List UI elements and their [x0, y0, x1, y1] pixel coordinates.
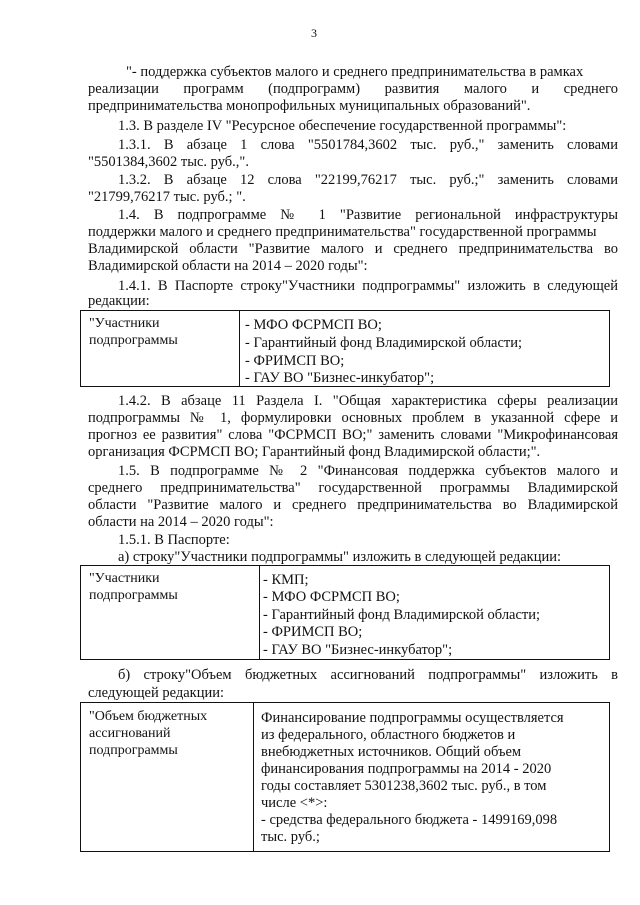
table-cell: подпрограммы [89, 333, 178, 348]
text-line: организация ФСРМСП ВО; Гарантийный фонд Владимирской области;". [88, 444, 541, 460]
text-line: реализации программ (подпрограмм) развития малого и среднего [88, 81, 618, 97]
table-cell: годы составляет 5301238,3602 тыс. руб., в том [261, 778, 547, 794]
table-cell: - ГАУ ВО "Бизнес-инкубатор"; [245, 370, 435, 386]
table-cell: ассигнований [89, 726, 171, 741]
text-line: б) строку"Объем бюджетных ассигнований подпрограммы" изложить в [118, 667, 618, 683]
table-cell: внебюджетных источников. Общий объем [261, 744, 522, 760]
table-cell: "Участники [89, 316, 160, 331]
table-cell: Финансирование подпрограммы осуществляется [261, 710, 564, 726]
table-cell: "Объем бюджетных [89, 709, 208, 724]
text-line: 1.3.2. В абзаце 12 слова "22199,76217 тыс. руб.;" заменить словами [118, 172, 618, 188]
text-line: прогноз ее развития" слова "ФСРМСП ВО;" заменить словами "Микрофинансовая [88, 427, 618, 443]
table-cell: финансирования подпрограммы на 2014 - 2020 [261, 761, 552, 777]
text-line: поддержки малого и среднего предпринимательства" государственной программы [88, 224, 597, 240]
text-line: "21799,76217 тыс. руб.; ". [88, 189, 246, 205]
text-line: 1.5. В подпрограмме № 2 "Финансовая поддержка субъектов малого и [118, 463, 618, 479]
text-line: 1.5.1. В Паспорте: [118, 532, 230, 548]
table-cell: числе <*>: [261, 795, 328, 811]
table-cell: - Гарантийный фонд Владимирской области; [245, 335, 523, 351]
text-line: 1.4.2. В абзаце 11 Раздела I. "Общая характеристика сферы реализации [118, 393, 618, 409]
text-line: Владимирской области на 2014 – 2020 годы": [88, 258, 368, 274]
text-line: 1.3. В разделе IV "Ресурсное обеспечение государственной программы": [118, 118, 567, 134]
text-line: следующей редакции: [88, 685, 225, 701]
text-line: подпрограммы № 1, формулировки основных проблем в указанной сфере и [88, 410, 618, 426]
table-cell: подпрограммы [89, 588, 178, 603]
table-cell: - КМП; [263, 572, 309, 588]
page-number: 3 [311, 26, 317, 40]
text-line: 1.4.1. В Паспорте строку"Участники подпрограммы" изложить в следующей [118, 278, 618, 294]
table-cell: - ФРИМСП ВО; [245, 353, 345, 369]
table-cell: тыс. руб.; [261, 829, 320, 845]
text-line: "- поддержка субъектов малого и среднего предпринимательства в рамках [126, 64, 584, 80]
table-cell: из федерального, областного бюджетов и [261, 727, 516, 743]
text-line: Владимирской области "Развитие малого и среднего предпринимательства во [88, 241, 618, 257]
text-line: предпринимательства монопрофильных муниципальных образований". [88, 98, 531, 114]
text-line: 1.3.1. В абзаце 1 слова "5501784,3602 тыс. руб.," заменить словами [118, 137, 618, 153]
text-line: редакции: [88, 293, 150, 309]
table-cell: - МФО ФСРМСП ВО; [263, 589, 400, 605]
budget-table [80, 702, 610, 852]
text-line: а) строку"Участники подпрограммы" изложить в следующей редакции: [118, 549, 562, 565]
participants-table [80, 310, 610, 387]
text-line: 1.4. В подпрограмме № 1 "Развитие региональной инфраструктуры [118, 207, 618, 223]
table-cell: - МФО ФСРМСП ВО; [245, 317, 382, 333]
table-cell: "Участники [89, 571, 160, 586]
table-cell: подпрограммы [89, 743, 178, 758]
table-cell: - ГАУ ВО "Бизнес-инкубатор"; [263, 642, 453, 658]
participants-table-2 [80, 565, 610, 660]
table-cell: - средства федерального бюджета - 1499169,098 [261, 812, 558, 828]
text-line: области на 2014 – 2020 годы": [88, 514, 274, 530]
text-line: области "Развитие малого и среднего предпринимательства во Владимирской [88, 497, 618, 513]
text-line: "5501384,3602 тыс. руб.,". [88, 154, 249, 170]
text-line: среднего предпринимательства" государственной программы Владимирской [88, 480, 618, 496]
table-cell: - Гарантийный фонд Владимирской области; [263, 607, 541, 623]
table-cell: - ФРИМСП ВО; [263, 624, 363, 640]
